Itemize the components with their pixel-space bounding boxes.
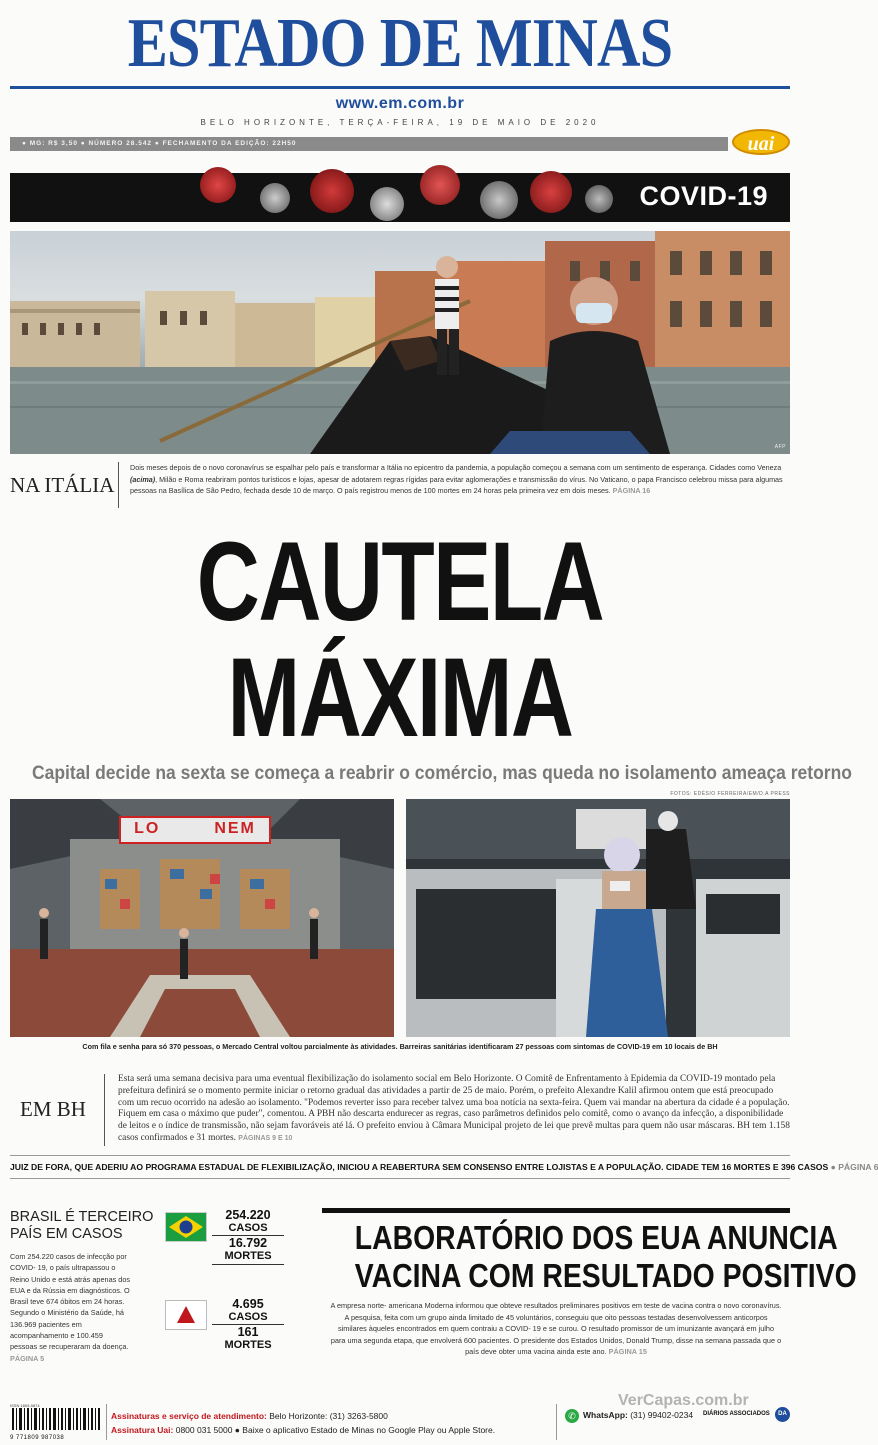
bh-story-text	[118, 1074, 790, 1145]
minas-stats	[212, 1297, 284, 1351]
minas-flag-icon	[165, 1300, 207, 1330]
masthead-rule	[10, 86, 790, 89]
venice-scene	[10, 231, 790, 454]
minas-flag-svg	[166, 1301, 206, 1329]
bh-story-body: Esta será uma semana decisiva para uma eventual flexibilização do isolamento social em Belo Horizonte. O Comitê de Enfrentamento à Epidemia da COVID-19 montado pela prefeitura definirá se o momento permite iniciar o retorno gradual das atividades a partir de 25 de maio. Porém, o prefeito Alexandre Kalil afirmou ontem que está preocupado com um recuo ocorrido na adesão ao isolamento. "Podemos reverter isso para receber talvez uma boa notícia na sexta-feira. Quem vai mandar na abertura da cidade é a população. Fiquem em casa o máximo que puder", comentou. A PBH não descarta endurecer as regras, caso parâmetros definidos pelo comitê, como o avanço da infecção, a disponibilidade de leitos e o índice de transmissão, não sejam favoráveis até lá. O prefeito enviou à Câmara Municipal projeto de lei que prevê multas para quem não usar máscaras. BH tem 1.158 casos confirmados e 31 mortes.	[118, 1074, 790, 1143]
lab-story-body: A empresa norte- americana Moderna informou que obteve resultados preliminares positivos em teste de vacina contra o novo coronavírus. A pesquisa, feita com um grupo ainda limitado de 45 voluntários, conseguiu que oito pessoas testadas desenvolvessem anticorpos similares àqueles encontrados em quem contraiu a COVID- 19 e se curou. O resultado promissor de um imunizante avançará em julho para uma segunda etapa, que envolverá 600 pacientes. O presidente dos Estados Unidos, Donald Trump, disse na semana passada que o país deve obter uma vacina ainda este ano.	[330, 1301, 782, 1357]
italy-section-tag: NA ITÁLIA	[10, 473, 115, 497]
whatsapp-line	[583, 1410, 693, 1420]
italy-story-b: , Milão e Roma reabriram pontos turísticos e lojas, apesar de adotarem regras rígidas para evitar aglomerações e transmissão do vírus. No Vaticano, o papa Francisco celebrou missa para algumas pessoas na Basílica de São Pedro, fechada desde 10 de março. O país registrou menos de 100 mortes em 24 horas pela primeira vez em dois meses.	[130, 474, 783, 495]
footer-divider-1	[106, 1404, 107, 1440]
virus-illustration	[260, 183, 290, 213]
footer-divider-2	[556, 1404, 557, 1440]
mercado-central-photo	[10, 799, 394, 1037]
minas-cases: 4.695	[232, 1297, 264, 1311]
italy-story-em: (acima)	[130, 474, 156, 484]
publisher-name: DIÁRIOS ASSOCIADOS	[703, 1411, 770, 1417]
brasil-deaths-label: MORTES	[212, 1250, 284, 1265]
brasil-title-line1: BRASIL É TERCEIRO	[10, 1209, 154, 1225]
whatsapp-number: (31) 99402-0234	[627, 1410, 694, 1420]
photo-credit: AFP	[774, 444, 786, 450]
brasil-title-line2: PAÍS EM CASOS	[10, 1226, 123, 1242]
brasil-title	[10, 1209, 153, 1243]
juiz-page-ref[interactable]: ● PÁGINA 6	[830, 1162, 878, 1172]
dateline: BELO HORIZONTE, TERÇA-FEIRA, 19 DE MAIO DE 2020	[200, 118, 600, 127]
footer-line1-value: Belo Horizonte: (31) 3263-5800	[266, 1411, 388, 1421]
lab-headline-line1: LABORATÓRIO DOS EUA ANUNCIA	[354, 1219, 838, 1256]
brasil-cases: 254.220	[225, 1208, 271, 1222]
photos-caption: Com fila e senha para só 370 pessoas, o Mercado Central voltou parcialmente às atividades. Barreiras sanitárias identificaram 27 pessoas com sintomas de COVID-19 em 10 locais de BH	[82, 1042, 718, 1051]
footer-line1	[111, 1411, 388, 1421]
virus-illustration	[370, 187, 404, 221]
site-url[interactable]: www.em.com.br	[335, 95, 465, 112]
lab-page-ref[interactable]: PÁGINA 15	[608, 1347, 647, 1357]
lab-headline-line2: VACINA COM RESULTADO POSITIVO	[354, 1257, 857, 1294]
whatsapp-icon: ✆	[565, 1409, 579, 1423]
whatsapp-label: WhatsApp:	[583, 1410, 628, 1420]
italy-story-text	[130, 462, 790, 497]
publisher-logo: DA	[775, 1407, 790, 1422]
brasil-story-text	[10, 1251, 132, 1364]
uai-logo: uai	[732, 129, 790, 155]
bh-page-ref[interactable]: PÁGINAS 9 E 10	[238, 1134, 293, 1142]
brasil-page-ref[interactable]: PÁGINA 5	[10, 1353, 45, 1363]
virus-illustration	[480, 181, 518, 219]
footer-line1-label: Assinaturas e serviço de atendimento:	[111, 1411, 267, 1421]
main-headline-line2: MÁXIMA	[227, 635, 573, 760]
main-headline-line1: CAUTELA	[196, 519, 604, 644]
italy-story-a: Dois meses depois de o novo coronavírus se espalhar pelo país e transformar a Itália no epicentro da pandemia, a população começou a semana com um sentimento de esperança. Cidades como Veneza	[130, 463, 782, 472]
bh-divider	[104, 1074, 105, 1146]
covid-banner	[10, 173, 790, 222]
brasil-stats	[212, 1208, 284, 1265]
footer-line2-label: Assinatura Uai:	[111, 1425, 174, 1435]
italy-page-ref[interactable]: PÁGINA 16	[612, 486, 651, 495]
barcode-number: 9 771809 987038	[10, 1435, 65, 1441]
juiz-text: JUIZ DE FORA, QUE ADERIU AO PROGRAMA ESTADUAL DE FLEXIBILIZAÇÃO, INICIOU A REABERTURA SEM CONSENSO ENTRE LOJISTAS E A POPULAÇÃO. CIDADE TEM 16 MORTES E 396 CASOS	[10, 1162, 831, 1172]
minas-cases-label: CASOS	[212, 1311, 284, 1325]
market-sign-right: NEM	[214, 820, 256, 837]
virus-illustration	[530, 171, 572, 213]
market-sign-left: LO	[134, 820, 161, 837]
juiz-bottom-rule	[10, 1178, 790, 1179]
brasil-story-body: Com 254.220 casos de infecção por COVID- 19, o país ultrapassou o Reino Unido e está atrás apenas dos EUA e da Rússia em diagnósticos. O Brasil teve 674 óbitos em 24 horas. Segundo o Ministério da Saúde, há 136.969 pacientes em acompanhamento e 100.459 pessoas se recuperaram da doença.	[10, 1252, 131, 1352]
masthead-title: ESTADO DE MINAS	[127, 5, 673, 82]
bh-section-tag: EM BH	[20, 1097, 86, 1121]
brazil-flag-svg	[166, 1213, 206, 1241]
barrier-scene	[406, 799, 790, 1037]
virus-illustration	[310, 169, 354, 213]
lab-story-text	[330, 1300, 782, 1358]
brasil-cases-label: CASOS	[212, 1222, 284, 1236]
barcode	[10, 1403, 102, 1439]
brazil-flag-icon	[165, 1212, 207, 1242]
venice-gondola-photo	[10, 231, 790, 454]
edition-info-bar: ● MG: R$ 3,50 ● NÚMERO 28.542 ● FECHAMENTO DA EDIÇÃO: 22H50	[10, 137, 728, 151]
virus-illustration	[200, 167, 236, 203]
covid-label: COVID-19	[639, 181, 768, 211]
subheadline: Capital decide na sexta se começa a reabrir o comércio, mas queda no isolamento ameaça retorno	[32, 763, 852, 784]
virus-illustration	[420, 165, 460, 205]
minas-deaths: 161	[237, 1325, 259, 1339]
footer-line2	[111, 1425, 495, 1435]
sanitary-barrier-photo	[406, 799, 790, 1037]
minas-deaths-label: MORTES	[224, 1339, 272, 1351]
market-sign	[122, 820, 268, 838]
vercapas-watermark: VerCapas.com.br	[618, 1392, 749, 1409]
barcode-bars	[10, 1408, 102, 1430]
lab-top-rule	[322, 1208, 790, 1213]
brasil-deaths: 16.792	[228, 1236, 268, 1250]
footer-line2-value: 0800 031 5000 ● Baixe o aplicativo Estado de Minas no Google Play ou Apple Store.	[173, 1425, 496, 1435]
photos-credit: FOTOS: EDÉSIO FERREIRA/EM/D.A PRESS	[670, 791, 790, 797]
italy-divider	[118, 462, 119, 508]
juiz-de-fora-bar	[10, 1162, 878, 1172]
issn-label: ISSN 1809-9874	[10, 1403, 40, 1408]
virus-illustration	[585, 185, 613, 213]
juiz-top-rule	[10, 1155, 790, 1156]
